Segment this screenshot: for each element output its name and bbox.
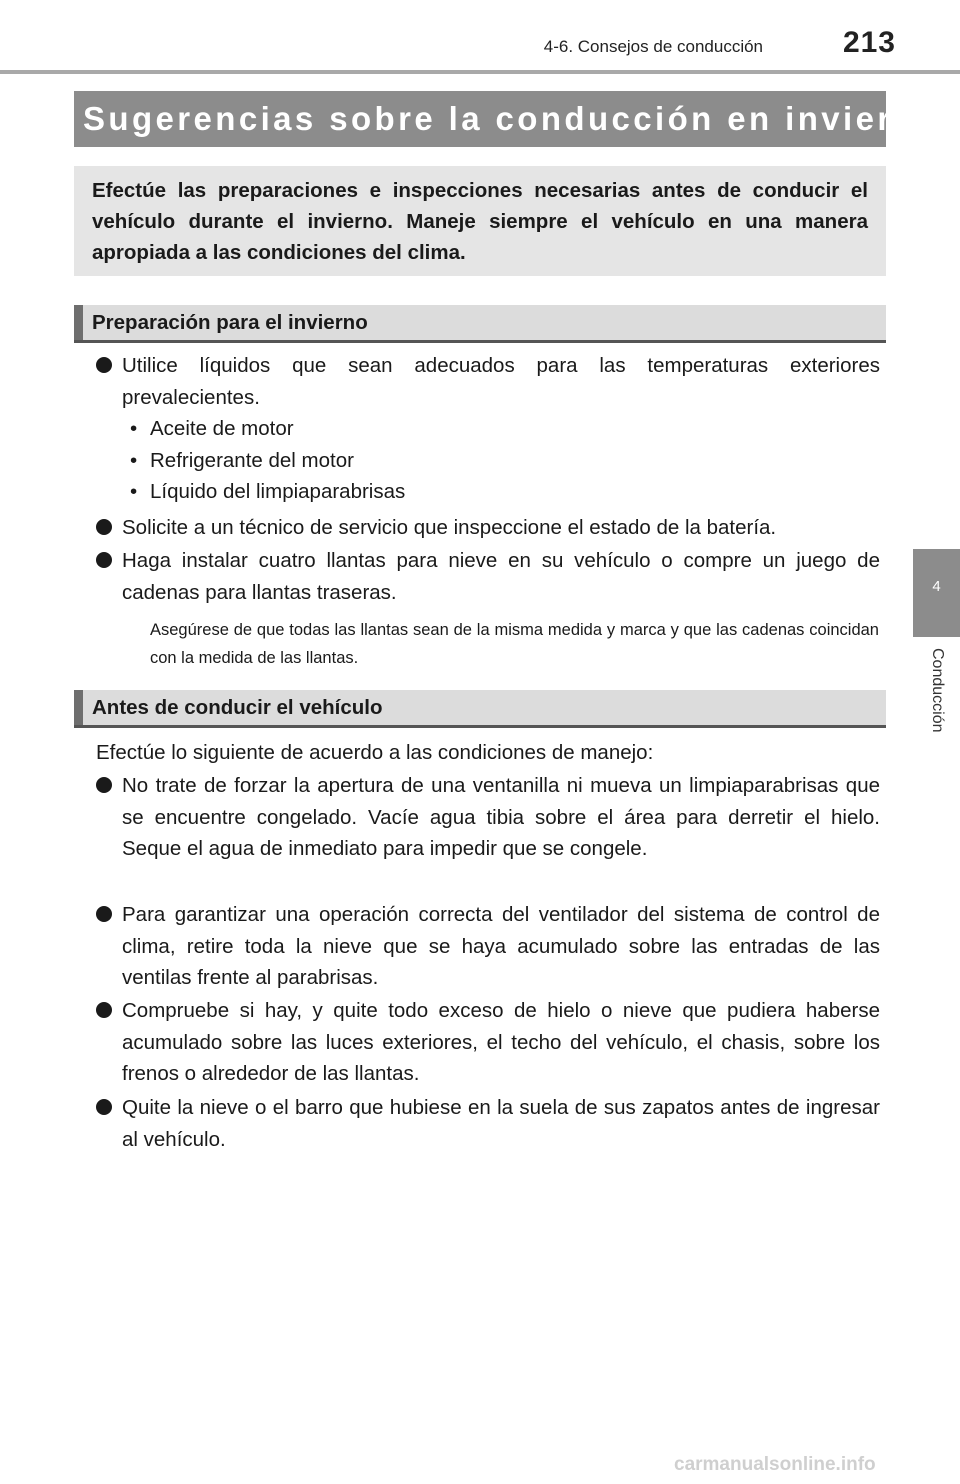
note-text: Asegúrese de que todas las llantas sean de la misma medida y marca y que las cadenas coincidan con la medida de las llantas. xyxy=(150,621,879,667)
list-item xyxy=(96,899,880,994)
page-title: Sugerencias sobre la conducción en invierno xyxy=(74,91,886,147)
list-item-text: Utilice líquidos que sean adecuados para las temperaturas exteriores prevalecientes. xyxy=(122,354,880,409)
section-marker xyxy=(74,690,83,725)
sub-bullet-icon: • xyxy=(130,449,138,472)
list-item xyxy=(96,995,880,1090)
chapter-label xyxy=(922,648,952,758)
bullet-dot-icon xyxy=(96,1002,112,1018)
sub-list-item xyxy=(130,476,405,508)
chapter-tab[interactable]: 4 xyxy=(913,549,960,637)
list-item xyxy=(96,545,880,608)
sub-list-item xyxy=(130,413,294,445)
sub-list-item-text: Refrigerante del motor xyxy=(150,449,354,472)
list-item xyxy=(96,350,880,413)
list-item-text: Solicite a un técnico de servicio que inspeccione el estado de la batería. xyxy=(122,516,777,539)
list-item-text: Para garantizar una operación correcta del ventilador del sistema de control de clima, retire toda la nieve que se haya acumulado sobre las entradas de las ventilas frente al parabrisas. xyxy=(122,903,880,989)
bullet-dot-icon xyxy=(96,1099,112,1115)
list-item-text: Quite la nieve o el barro que hubiese en la suela de sus zapatos antes de ingresar al vehículo. xyxy=(122,1096,880,1151)
list-item-text: Haga instalar cuatro llantas para nieve en su vehículo o compre un juego de cadenas para llantas traseras. xyxy=(122,549,880,604)
bullet-dot-icon xyxy=(96,519,112,535)
section-heading-text: Antes de conducir el vehículo xyxy=(92,696,383,719)
section-heading-before-driving xyxy=(74,690,886,728)
section-heading-text: Preparación para el invierno xyxy=(92,311,368,334)
header-section-title: 4-6. Consejos de conducción xyxy=(543,37,763,56)
section-heading-preparation xyxy=(74,305,886,343)
list-item xyxy=(96,770,880,865)
sub-list-item-text: Aceite de motor xyxy=(150,417,294,440)
sub-bullet-icon: • xyxy=(130,480,138,503)
list-item-text: Compruebe si hay, y quite todo exceso de hielo o nieve que pudiera haberse acumulado sobre las luces exteriores, el techo del vehículo, el chasis, sobre los frenos o alrededor de las llantas. xyxy=(122,999,880,1085)
list-item xyxy=(96,1092,880,1155)
sub-list-item-text: Líquido del limpiaparabrisas xyxy=(150,480,406,503)
section-lead-text: Efectúe lo siguiente de acuerdo a las condiciones de manejo: xyxy=(96,741,654,764)
header-divider xyxy=(0,70,960,74)
bullet-dot-icon xyxy=(96,906,112,922)
intro-text: Efectúe las preparaciones e inspecciones necesarias antes de conducir el vehículo durante el invierno. Maneje siempre el vehículo en una manera apropiada a las condiciones del clima. xyxy=(92,179,868,264)
sub-list-item xyxy=(130,445,354,477)
watermark: carmanualsonline.info xyxy=(674,1454,876,1475)
bullet-dot-icon xyxy=(96,777,112,793)
chapter-label-text: Conducción xyxy=(929,648,946,733)
page-number: 213 xyxy=(842,26,896,59)
list-item xyxy=(96,512,880,544)
list-item-text: No trate de forzar la apertura de una ventanilla ni mueva un limpiaparabrisas que se encuentre congelado. Vacíe agua tibia sobre el área para derretir el hielo. Seque el agua de inmediato para impedir que se congele. xyxy=(122,774,880,860)
section-marker xyxy=(74,305,83,340)
intro-box xyxy=(74,166,886,276)
sub-bullet-icon: • xyxy=(130,417,138,440)
bullet-dot-icon xyxy=(96,357,112,373)
bullet-dot-icon xyxy=(96,552,112,568)
